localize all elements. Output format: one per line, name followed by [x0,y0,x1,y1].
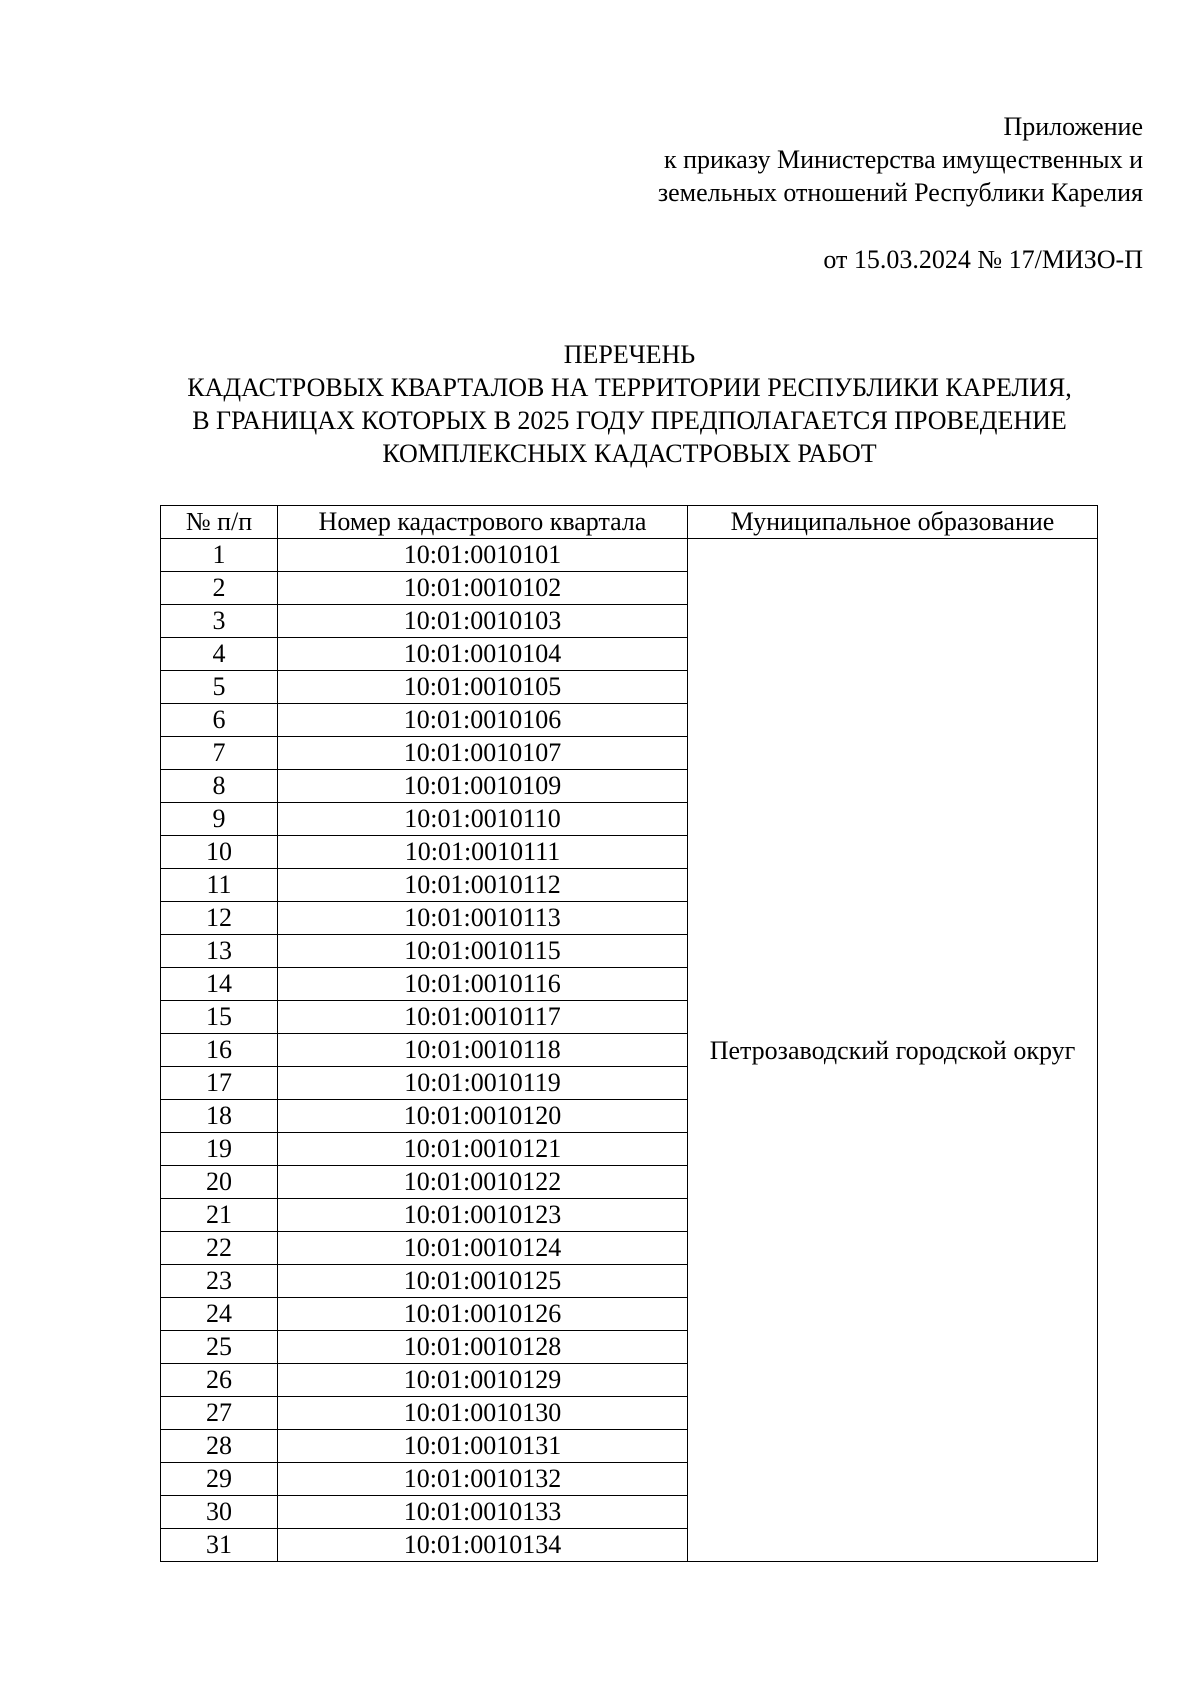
cadastral-number: 10:01:0010106 [278,704,688,737]
row-number: 10 [161,836,278,869]
cadastral-number: 10:01:0010133 [278,1496,688,1529]
cadastral-number: 10:01:0010126 [278,1298,688,1331]
cadastral-number: 10:01:0010111 [278,836,688,869]
row-number: 5 [161,671,278,704]
row-number: 23 [161,1265,278,1298]
cadastral-number: 10:01:0010103 [278,605,688,638]
cadastral-number: 10:01:0010134 [278,1529,688,1562]
row-number: 6 [161,704,278,737]
cadastral-number: 10:01:0010128 [278,1331,688,1364]
cadastral-number: 10:01:0010120 [278,1100,688,1133]
cadastral-number: 10:01:0010102 [278,572,688,605]
row-number: 8 [161,770,278,803]
cadastral-number: 10:01:0010124 [278,1232,688,1265]
cadastral-number: 10:01:0010113 [278,902,688,935]
order-reference: от 15.03.2024 № 17/МИЗО-П [823,245,1143,274]
cadastral-number: 10:01:0010105 [278,671,688,704]
header-municipality: Муниципальное образование [688,506,1098,539]
cadastral-number: 10:01:0010101 [278,539,688,572]
row-number: 19 [161,1133,278,1166]
cadastral-quarters-table [160,505,1098,1562]
row-number: 2 [161,572,278,605]
title-line-3: В ГРАНИЦАХ КОТОРЫХ В 2025 ГОДУ ПРЕДПОЛАГАЕТСЯ ПРОВЕДЕНИЕ [192,406,1067,435]
cadastral-number: 10:01:0010123 [278,1199,688,1232]
title-line-2: КАДАСТРОВЫХ КВАРТАЛОВ НА ТЕРРИТОРИИ РЕСПУБЛИКИ КАРЕЛИЯ, [187,373,1072,402]
row-number: 14 [161,968,278,1001]
row-number: 25 [161,1331,278,1364]
cadastral-number: 10:01:0010121 [278,1133,688,1166]
row-number: 26 [161,1364,278,1397]
row-number: 30 [161,1496,278,1529]
row-number: 28 [161,1430,278,1463]
header-number: № п/п [161,506,278,539]
cadastral-number: 10:01:0010118 [278,1034,688,1067]
cadastral-number: 10:01:0010107 [278,737,688,770]
row-number: 1 [161,539,278,572]
cadastral-number: 10:01:0010110 [278,803,688,836]
row-number: 31 [161,1529,278,1562]
cadastral-number: 10:01:0010129 [278,1364,688,1397]
appendix-label: Приложение [1003,112,1143,141]
municipality-cell: Петрозаводский городской округ [688,539,1098,1562]
row-number: 7 [161,737,278,770]
row-number: 27 [161,1397,278,1430]
row-number: 13 [161,935,278,968]
title-line-1: ПЕРЕЧЕНЬ [563,340,696,369]
row-number: 21 [161,1199,278,1232]
row-number: 4 [161,638,278,671]
row-number: 17 [161,1067,278,1100]
row-number: 20 [161,1166,278,1199]
row-number: 9 [161,803,278,836]
row-number: 24 [161,1298,278,1331]
cadastral-number: 10:01:0010122 [278,1166,688,1199]
row-number: 16 [161,1034,278,1067]
cadastral-number: 10:01:0010109 [278,770,688,803]
cadastral-number: 10:01:0010116 [278,968,688,1001]
row-number: 12 [161,902,278,935]
cadastral-number: 10:01:0010131 [278,1430,688,1463]
table-body [161,539,1098,1562]
cadastral-number: 10:01:0010117 [278,1001,688,1034]
row-number: 18 [161,1100,278,1133]
row-number: 3 [161,605,278,638]
cadastral-number: 10:01:0010112 [278,869,688,902]
table-row [161,539,1098,572]
row-number: 29 [161,1463,278,1496]
title-line-4: КОМПЛЕКСНЫХ КАДАСТРОВЫХ РАБОТ [382,439,877,468]
appendix-block [658,110,1143,209]
cadastral-number: 10:01:0010119 [278,1067,688,1100]
cadastral-number: 10:01:0010132 [278,1463,688,1496]
cadastral-number: 10:01:0010130 [278,1397,688,1430]
document-title [140,338,1119,470]
appendix-order-line: к приказу Министерства имущественных и [664,145,1143,174]
table-header-row [161,506,1098,539]
header-cadastral-number: Номер кадастрового квартала [278,506,688,539]
cadastral-number: 10:01:0010115 [278,935,688,968]
row-number: 15 [161,1001,278,1034]
row-number: 22 [161,1232,278,1265]
cadastral-number: 10:01:0010125 [278,1265,688,1298]
row-number: 11 [161,869,278,902]
cadastral-number: 10:01:0010104 [278,638,688,671]
appendix-ministry-line: земельных отношений Республики Карелия [657,178,1143,207]
